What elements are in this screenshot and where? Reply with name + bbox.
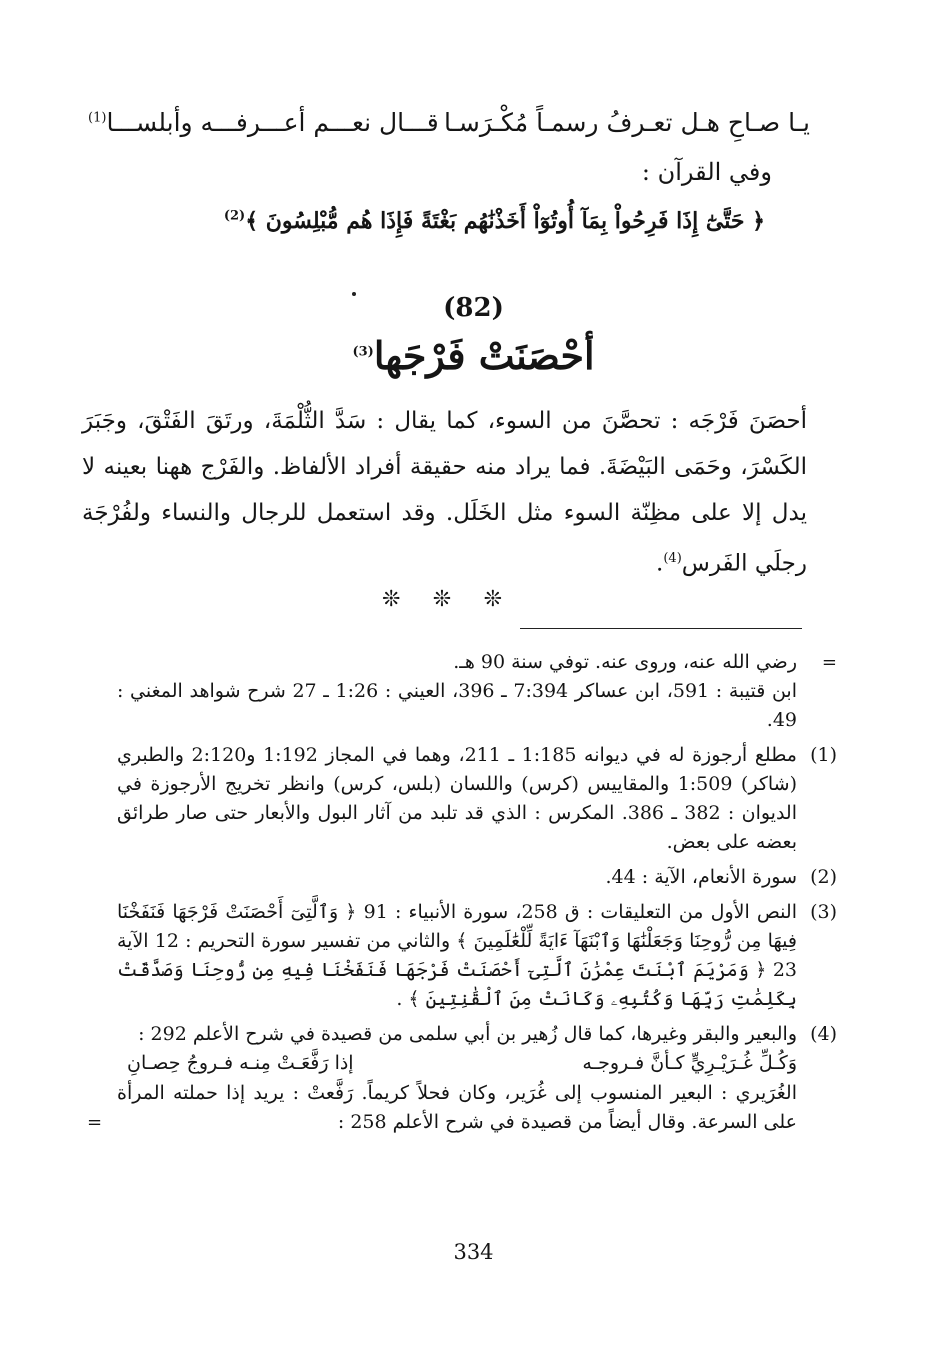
footnote-2-text: سورة الأنعام، الآية : 44.	[605, 866, 797, 888]
footnote-ref-4: (4)	[663, 551, 682, 566]
footnote-3-label: (3)	[810, 901, 837, 923]
footnote-separator	[520, 628, 802, 629]
page-number: 334	[453, 1240, 494, 1264]
footnote-continued-line2: ابن قتيبة : 591، ابن عساكر 7:394 ـ 396، العيني : 1:26 ـ 27 شرح شواهد المغني : 49.	[117, 680, 797, 731]
verse-first-hemistich: يـا صـاحِ هـل تعـرفُ رسمـاً مُكْـرَسـا	[443, 108, 810, 137]
quran-verse-text: ﴿ حَتَّىٰٓ إِذَا فَرِحُواْ بِمَآ أُوتُوٓاْ أَخَذْنَٰهُم بَغْتَةً فَإِذَا هُم مُّبْلِسُونَ ﴾	[245, 208, 765, 234]
continuation-mark-end: =	[87, 1112, 103, 1133]
verse-second-hemistich-text: قـــال نعـــم أعـــرفـــه وأبلســـا	[106, 108, 439, 137]
footnote-continued	[117, 648, 837, 677]
footnote-4-verse-first: وَكُـلِّ غُـرَيْـرِيٍّ كـأنَّ فـروجـه	[582, 1052, 797, 1074]
continuation-mark: =	[821, 652, 837, 673]
footnote-3	[117, 898, 837, 1014]
star-ornament: ❊	[432, 587, 452, 612]
footnote-4-text: والبعير والبقر وغيرها، كما قال زُهير بن أبي سلمى من قصيدة في شرح الأعلم 292 :	[138, 1023, 797, 1045]
star-ornament: ❊	[483, 587, 502, 612]
entry-number: (82)	[443, 293, 504, 323]
footnote-4-verse	[117, 1049, 797, 1079]
footnote-4	[117, 1020, 837, 1049]
footnote-ref-2: (2)	[223, 208, 246, 224]
star-ornament: ❊	[382, 587, 401, 612]
footnote-continued-line1: رضي الله عنه، وروى عنه. توفي سنة 90 هـ.	[453, 651, 797, 673]
footnote-ref-1: (1)	[88, 110, 107, 126]
section-divider-stars	[382, 587, 502, 612]
footnote-2-label: (2)	[810, 866, 837, 888]
footnote-1-label: (1)	[810, 744, 837, 766]
footnote-4-after: الغُرَيري : البعير المنسوب إلى غُرَير، وكان فحلاً كريماً. رَفَّعتْ : يريد إذا حملته المرأة على السرعة. وقال أيضاً من قصيدة في شرح الأعلم 258 :	[117, 1082, 797, 1133]
footnote-4-label: (4)	[810, 1023, 837, 1045]
entry-body-end: .	[656, 550, 664, 577]
entry-title-text: أحْصَنَتْ فَرْجَها	[373, 333, 595, 378]
entry-title	[0, 333, 947, 378]
entry-body-text: أحصَنَ فَرْجَه : تحصَّنَ من السوء، كما يقال : سَدَّ الثُّلْمَةَ، ورتَقَ الفَتْقَ، وجَبَرَ الكَسْرَ، وحَمَى البَيْضَةَ. فما يراد منه حقيقة أفراد الألفاظ. والفَرْج ههنا بعينه لا يدل إلا على مظِنّة السوء مثل الخَلَل. وقد استعمل للرجال والنساء ولفُرْجَة رجلَي الفَرس	[82, 408, 807, 577]
footnote-4-verse-second: إذا رَفَّعَـتْ مِنـه فـروجُ حِصـانِ	[127, 1052, 354, 1074]
verse-second-hemistich	[88, 108, 439, 137]
entry-body	[82, 398, 807, 587]
footnote-ref-3: (3)	[352, 344, 374, 360]
footnote-3-text: النص الأول من التعليقات : ق 258، سورة الأنبياء : 91 ﴿ وَٱلَّتِىٓ أَحْصَنَتْ فَرْجَهَا فَنَفَخْنَا فِيهَا مِن رُّوحِنَا وَجَعَلْنَٰهَا وَٱبْنَهَآ ءَايَةً لِّلْعَٰلَمِينَ ﴾ والثاني من تفسير سورة التحريم : 12 الآية 23 ﴿ وَمَرْيَمَ ٱبْنَتَ عِمْرَٰنَ ٱلَّتِىٓ أَحْصَنَتْ فَرْجَهَا فَنَفَخْنَا فِيهِ مِن رُّوحِنَا وَصَدَّقَتْ بِكَلِمَٰتِ رَبِّهَا وَكُتُبِهِۦ وَكَانَتْ مِنَ ٱلْقَٰنِتِينَ ﴾ .	[117, 901, 797, 1010]
footnote-1-text: مطلع أرجوزة له في ديوانه 1:185 ـ 211، وهما في المجاز 1:192 و2:120 والطبري (شاكر) 1:509 والمقاييس (كرس) واللسان (بلس، كرس) وانظر تخريج الأرجوزة في الديوان : 382 ـ 386. المكرس : الذي قد تلبد من آثار البول والأبعار حتى صار طرائق بعضه على بعض.	[117, 744, 797, 853]
quran-verse	[224, 208, 765, 234]
footnote-4-continued	[87, 1079, 837, 1137]
footnote-1	[117, 741, 837, 857]
poem-verse	[80, 108, 810, 152]
footnotes	[87, 648, 837, 1137]
footnote-2	[117, 863, 837, 892]
quran-intro: وفي القرآن :	[641, 158, 772, 186]
